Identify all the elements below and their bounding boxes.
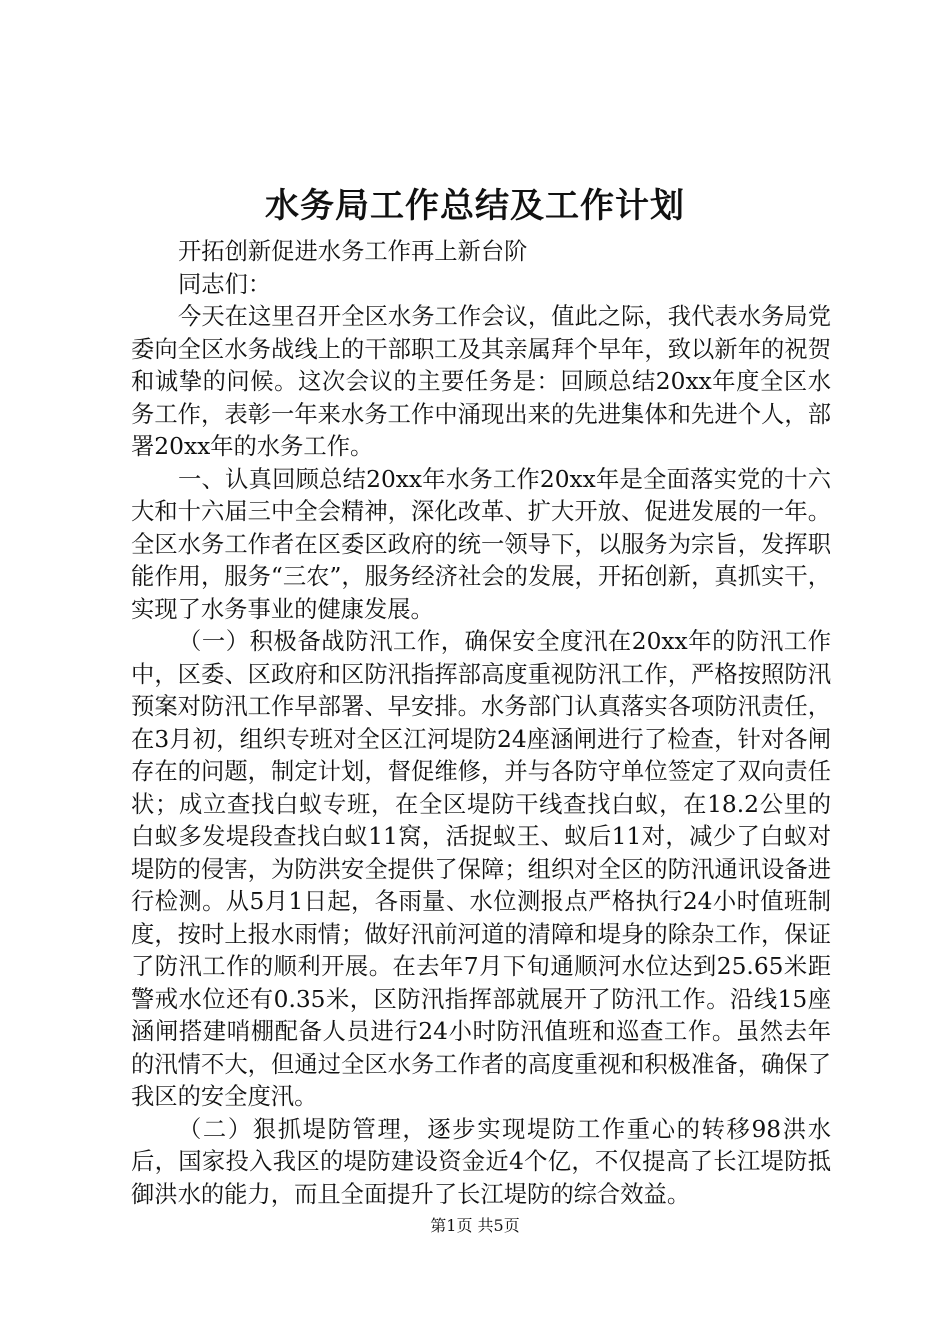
paragraph-subtitle: 开拓创新促进水务工作再上新台阶 xyxy=(178,238,528,265)
paragraph-opening: 今天在这里召开全区水务工作会议，值此之际，我代表水务局党委向全区水务战线上的干部职工及其亲属拜个早年，致以新年的祝贺和诚挚的问候。这次会议的主要任务是：回顾总结20xx年度全区水务工作，表彰一年来水务工作中涌现出来的先进集体和先进个人，部署20xx年的水务工作。 xyxy=(131,303,831,460)
paragraph-flood-control: （一）积极备战防汛工作，确保安全度汛在20xx年的防汛工作中，区委、区政府和区防汛指挥部高度重视防汛工作，严格按照防汛预案对防汛工作早部署、早安排。水务部门认真落实各项防汛责任，在3月初，组织专班对全区江河堤防24座涵闸进行了检查，针对各闸存在的问题，制定计划，督促维修，并与各防守单位签定了双向责任状；成立查找白蚁专班，在全区堤防干线查找白蚁，在18.2公里的白蚁多发堤段查找白蚁11窝，活捉蚁王、蚁后11对，减少了白蚁对堤防的侵害，为防洪安全提供了保障；组织对全区的防汛通讯设备进行检测。从5月1日起，各雨量、水位测报点严格执行24小时值班制度，按时上报水雨情；做好汛前河道的清障和堤身的除杂工作，保证了防汛工作的顺利开展。在去年7月下旬通顺河水位达到25.65米距警戒水位还有0.35米，区防汛指挥部就展开了防汛工作。沿线15座涵闸搭建哨棚配备人员进行24小时防汛值班和巡查工作。虽然去年的汛情不大，但通过全区水务工作者的高度重视和积极准备，确保了我区的安全度汛。 xyxy=(131,628,831,1110)
paragraph-embankment-management: （二）狠抓堤防管理，逐步实现堤防工作重心的转移98洪水后，国家投入我区的堤防建设资金近4个亿，不仅提高了长江堤防抵御洪水的能力，而且全面提升了长江堤防的综合效益。 xyxy=(131,1115,831,1208)
paragraph-section-one: 一、认真回顾总结20xx年水务工作20xx年是全面落实党的十六大和十六届三中全会精神，深化改革、扩大开放、促进发展的一年。全区水务工作者在区委区政府的统一领导下，以服务为宗旨，发挥职能作用，服务“三农”，服务经济社会的发展，开拓创新，真抓实干，实现了水务事业的健康发展。 xyxy=(131,465,831,623)
document-title: 水务局工作总结及工作计划 xyxy=(265,186,685,226)
page-footer: 第1页 共5页 xyxy=(430,1216,520,1235)
paragraph-salutation: 同志们： xyxy=(178,270,272,298)
document-body xyxy=(131,236,831,1211)
